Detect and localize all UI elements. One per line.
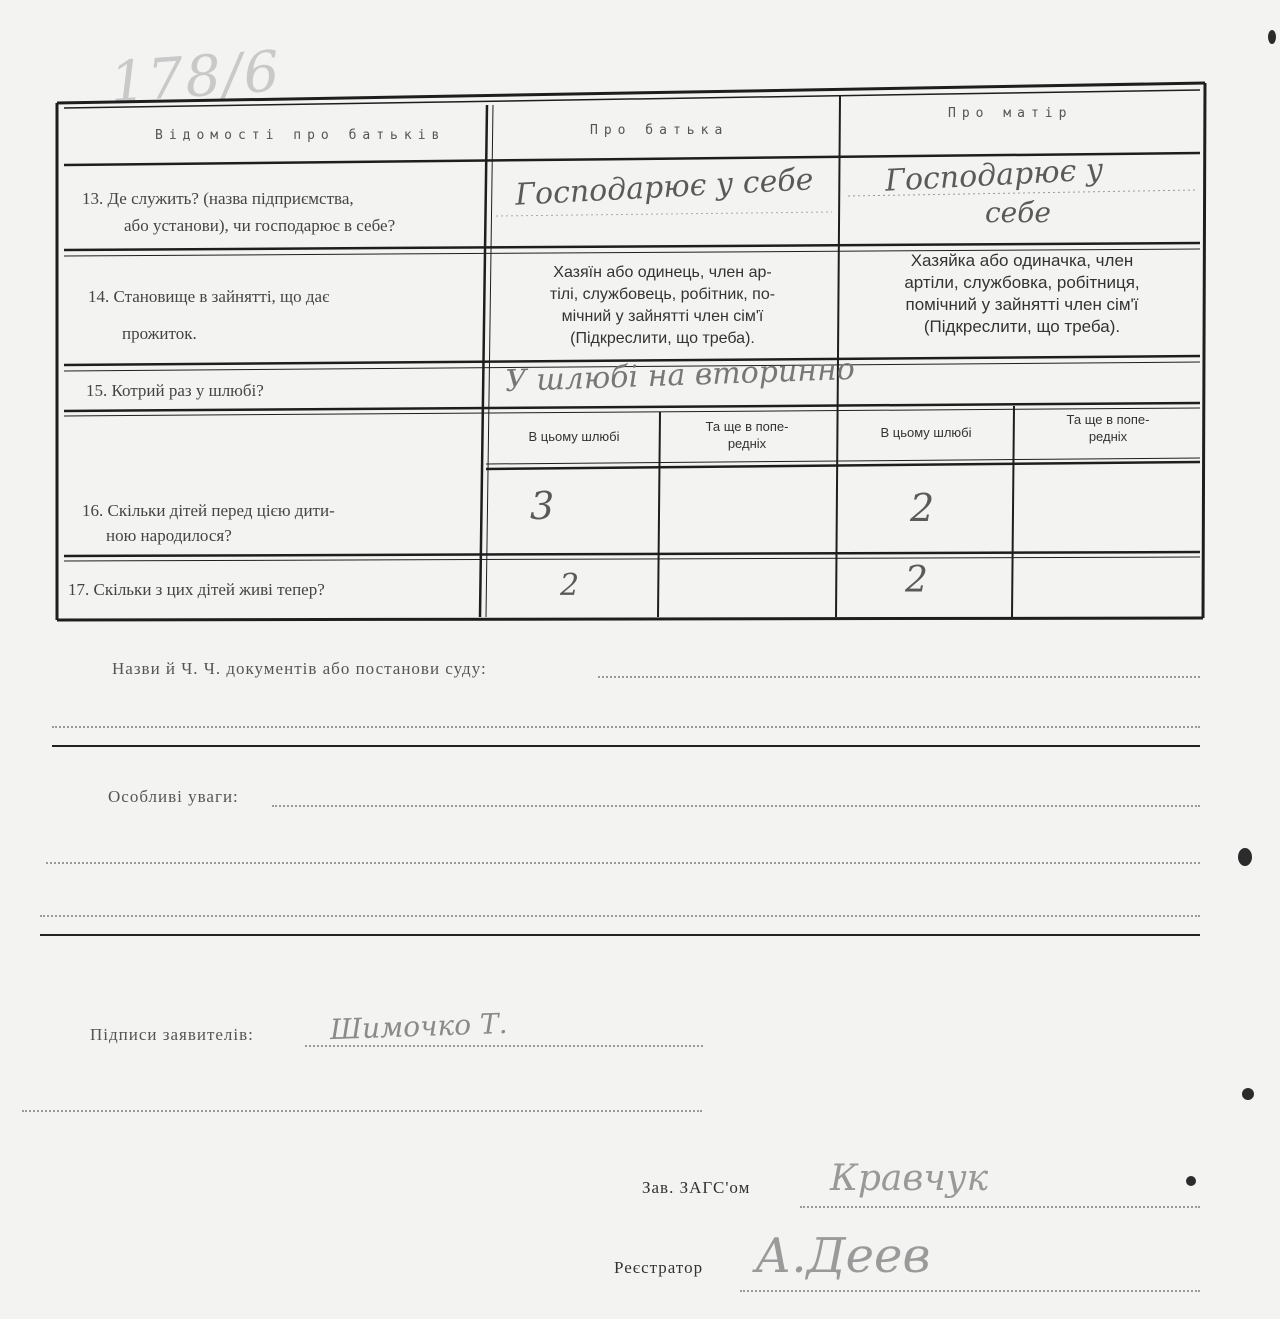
father-occupation-line3: мічний у зайнятті член сім'ї <box>561 308 764 325</box>
header-about-mother: Про матір <box>948 106 1073 121</box>
father-previous-header-line1: Та ще в попе- <box>705 419 789 434</box>
mother-previous-header-line2: редніх <box>1088 429 1128 444</box>
notes-label: Особливі уваги: <box>108 787 239 806</box>
father-this-marriage-header: В цьому шлюбі <box>528 429 620 444</box>
ink-blot <box>1238 848 1252 866</box>
documents-divider <box>52 745 1200 747</box>
mother-children-this-marriage: 2 <box>910 486 935 530</box>
registrar-label: Реєстратор <box>614 1258 704 1277</box>
registry-head-signature: Кравчук <box>830 1158 989 1199</box>
mother-this-marriage-header: В цьому шлюбі <box>880 425 972 440</box>
question-17: 17. Скільки з цих дітей живі тепер? <box>68 580 325 599</box>
signatures-label: Підписи заявителів: <box>90 1025 254 1044</box>
ink-blot <box>1242 1088 1254 1100</box>
mother-previous-marriages-header <box>1016 411 1200 445</box>
signature-line-2 <box>22 1110 702 1112</box>
mother-employment-answer-line2: себе <box>985 196 1051 229</box>
applicant-signature: Шимочко Т. <box>329 1006 509 1047</box>
ink-blot <box>1186 1176 1196 1186</box>
marriage-count-answer: У шлюбі на вторинно <box>504 351 856 400</box>
mother-occupation-line2: артіли, службовка, робітниця, <box>904 273 1140 292</box>
mother-previous-header-line1: Та ще в попе- <box>1066 412 1150 427</box>
question-13-line2: або установи), чи господарює в себе? <box>124 216 396 235</box>
father-living-children: 2 <box>560 568 580 603</box>
notes-line-3 <box>40 915 1200 917</box>
header-about-father: Про батька <box>590 123 729 138</box>
notes-divider <box>40 934 1200 936</box>
father-occupation-line1: Хазяїн або одинець, член ар- <box>553 264 772 281</box>
mother-living-children: 2 <box>905 560 928 601</box>
father-employment-answer: Господарює у себе <box>514 162 815 213</box>
father-occupation-line2: тілі, службовець, робітник, по- <box>549 286 776 303</box>
mother-occupation-line1: Хазяйка або одиначка, член <box>910 251 1134 270</box>
notes-line-1 <box>272 805 1200 807</box>
mother-employment-answer-line1: Господарює у <box>884 152 1105 199</box>
question-15: 15. Котрий раз у шлюбі? <box>86 381 264 400</box>
mother-occupation-line4: (Підкреслити, що треба). <box>923 317 1121 336</box>
father-occupation-line4: (Підкреслити, що треба). <box>570 330 755 347</box>
father-previous-marriages-header <box>662 418 832 452</box>
question-16-line2: ною народилося? <box>106 526 232 545</box>
notes-line-2 <box>46 862 1200 864</box>
documents-line-1 <box>598 676 1200 678</box>
father-occupation-options <box>500 262 825 350</box>
registrar-line <box>740 1290 1200 1292</box>
question-13-line1: 13. Де служить? (назва підприємства, <box>82 189 354 208</box>
header-parents-info: Відомості про батьків <box>155 128 446 143</box>
mother-occupation-options <box>852 250 1192 338</box>
ink-blot <box>1268 30 1276 44</box>
father-children-this-marriage: 3 <box>530 484 555 528</box>
documents-label: Назви й Ч. Ч. документів або постанови суду: <box>112 659 487 678</box>
question-16-line1: 16. Скільки дітей перед цією дити- <box>82 501 335 520</box>
question-14-line2: прожиток. <box>122 324 197 343</box>
registrar-signature: А.Деев <box>755 1228 931 1284</box>
archive-number: 178/6 <box>107 39 284 116</box>
registry-head-line <box>800 1206 1200 1208</box>
mother-occupation-line3: помічний у зайнятті член сім'ї <box>905 295 1139 314</box>
registry-head-label: Зав. ЗАГС'ом <box>642 1178 751 1197</box>
documents-line-2 <box>52 726 1200 728</box>
question-14-line1: 14. Становище в зайнятті, що дає <box>88 287 330 306</box>
signature-line-1 <box>305 1045 703 1047</box>
father-previous-header-line2: редніх <box>727 436 767 451</box>
